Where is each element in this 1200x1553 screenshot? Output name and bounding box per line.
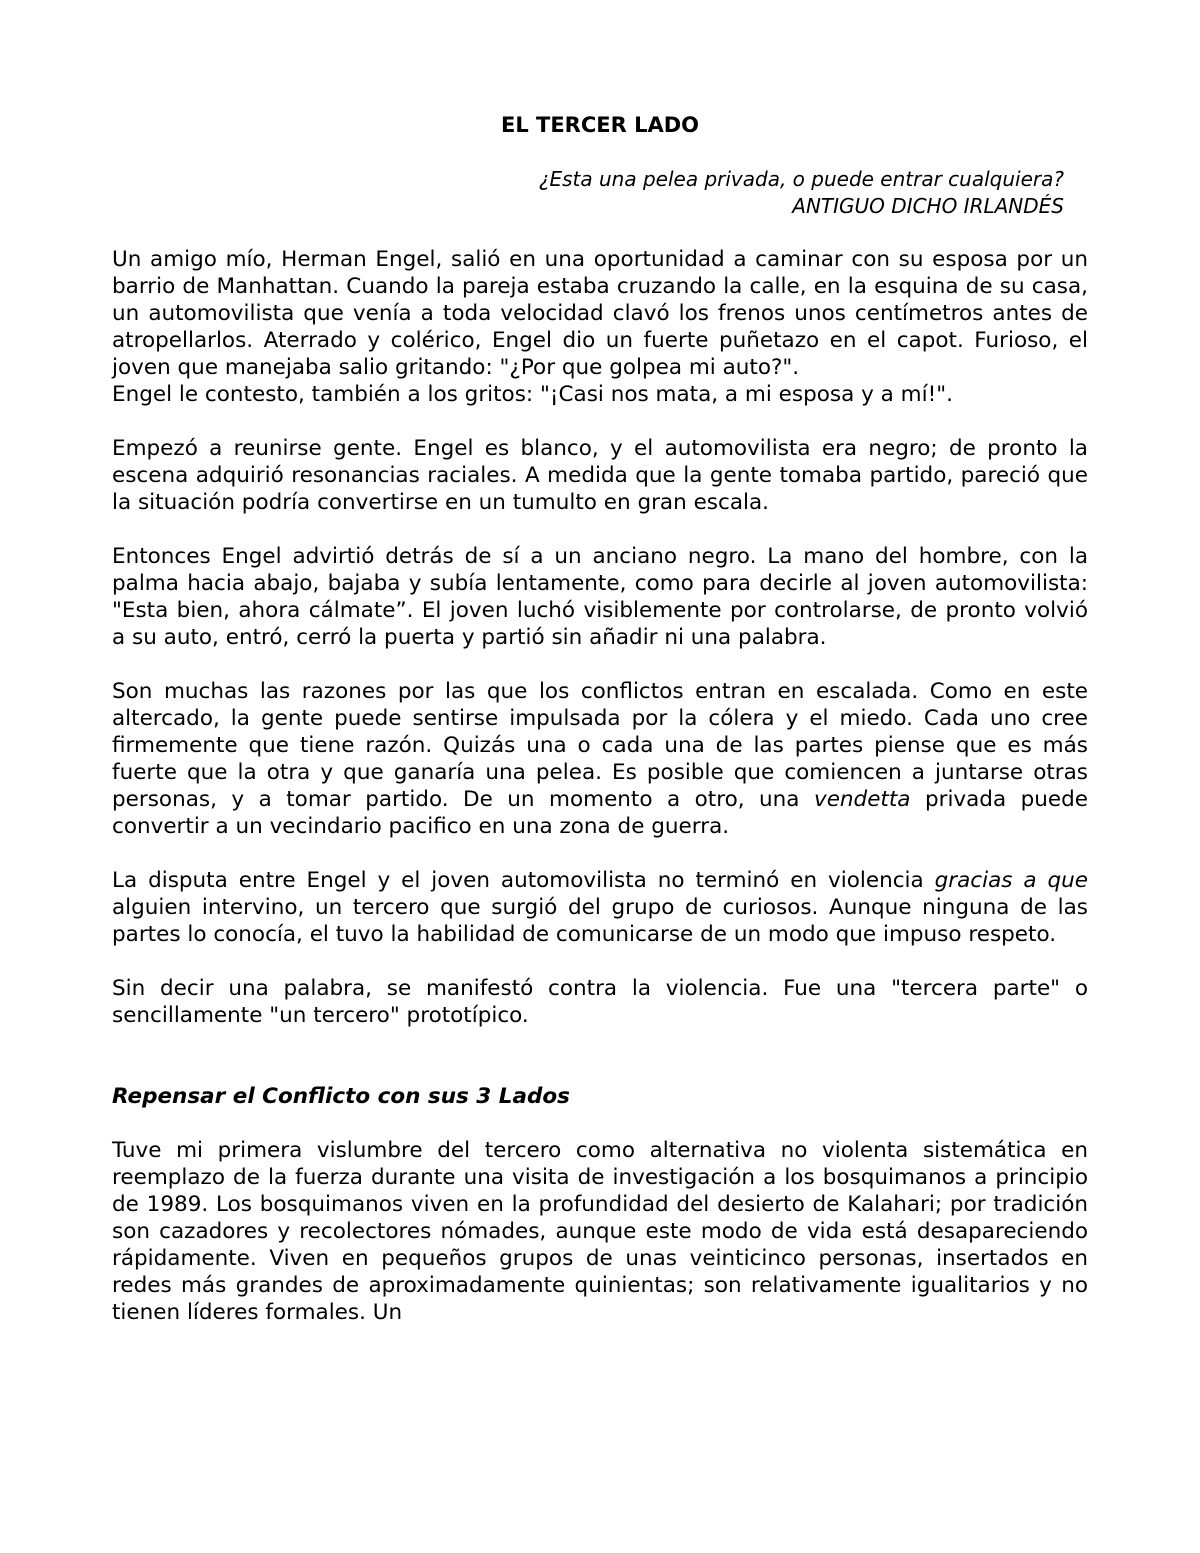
epigraph-quote: ¿Esta una pelea privada, o puede entrar cualquiera? <box>538 167 1064 191</box>
paragraph-1b: Engel le contesto, también a los gritos: "¡Casi nos mata, a mi esposa y a mí!". <box>112 382 953 407</box>
paragraph-4-text-b: privada puede convertir a un vecindario pacifico en una zona de guerra. <box>112 787 1088 839</box>
epigraph <box>460 166 1064 220</box>
document-page <box>112 110 1088 1326</box>
section-paragraph: Tuve mi primera vislumbre del tercero como alternativa no violenta sistemática en reemplazo de la fuerza durante una visita de investigación a los bosquimanos a principio de 1989. Los bosquimanos viven en la profundidad del desierto de Kalahari; por tradición son cazadores y recolectores nómades, aunque este modo de vida está desapareciendo rápidamente. Viven en pequeños grupos de unas veinticinco personas, insertados en redes más grandes de aproximadamente quinientas; son relativamente igualitarios y no tienen líderes formales. Un <box>112 1138 1088 1325</box>
paragraph-5-text-a: La disputa entre Engel y el joven automovilista no terminó en violencia <box>112 868 924 893</box>
paragraph-2: Empezó a reunirse gente. Engel es blanco, y el automovilista era negro; de pronto la escena adquirió resonancias raciales. A medida que la gente tomaba partido, pareció que la situación podría convertirse en un tumulto en gran escala. <box>112 436 1088 515</box>
paragraph-4 <box>112 678 1088 840</box>
paragraph-5-emphasis: gracias a que <box>934 868 1088 893</box>
paragraph-1a: Un amigo mío, Herman Engel, salió en una oportunidad a caminar con su esposa por un barrio de Manhattan. Cuando la pareja estaba cruzando la calle, en la esquina de su casa, un automovilista que venía a toda velocidad clavó los frenos unos centímetros antes de atropellarlos. Aterrado y colérico, Engel dio un fuerte puñetazo en el capot. Furioso, el joven que manejaba salio gritando: "¿Por que golpea mi auto?". <box>112 247 1088 380</box>
paragraph-5-text-b: alguien intervino, un tercero que surgió del grupo de curiosos. Aunque ninguna de las partes lo conocía, el tuvo la habilidad de comunicarse de un modo que impuso respeto. <box>112 895 1088 947</box>
paragraph-3: Entonces Engel advirtió detrás de sí a un anciano negro. La mano del hombre, con la palma hacia abajo, bajaba y subía lentamente, como para decirle al joven automovilista: "Esta bien, ahora cálmate”. El joven luchó visiblemente por controlarse, de pronto volvió a su auto, entró, cerró la puerta y partió sin añadir ni una palabra. <box>112 544 1088 650</box>
paragraph-6: Sin decir una palabra, se manifestó contra la violencia. Fue una "tercera parte" o sencillamente "un tercero" prototípico. <box>112 976 1088 1028</box>
epigraph-attribution: ANTIGUO DICHO IRLANDÉS <box>792 194 1064 218</box>
section-heading: Repensar el Conflicto con sus 3 Lados <box>112 1084 570 1109</box>
paragraph-4-emphasis: vendetta <box>813 787 911 812</box>
paragraph-5 <box>112 867 1088 948</box>
document-title: EL TERCER LADO <box>500 113 700 137</box>
paragraph-4-text-a: Son muchas las razones por las que los conflictos entran en escalada. Como en este altercado, la gente puede sentirse impulsada por la cólera y el miedo. Cada uno cree firmemente que tiene razón. Quizás una o cada una de las partes piense que es más fuerte que la otra y que ganaría una pelea. Es posible que comiencen a juntarse otras personas, y a tomar partido. De un momento a otro, una <box>112 679 1088 812</box>
